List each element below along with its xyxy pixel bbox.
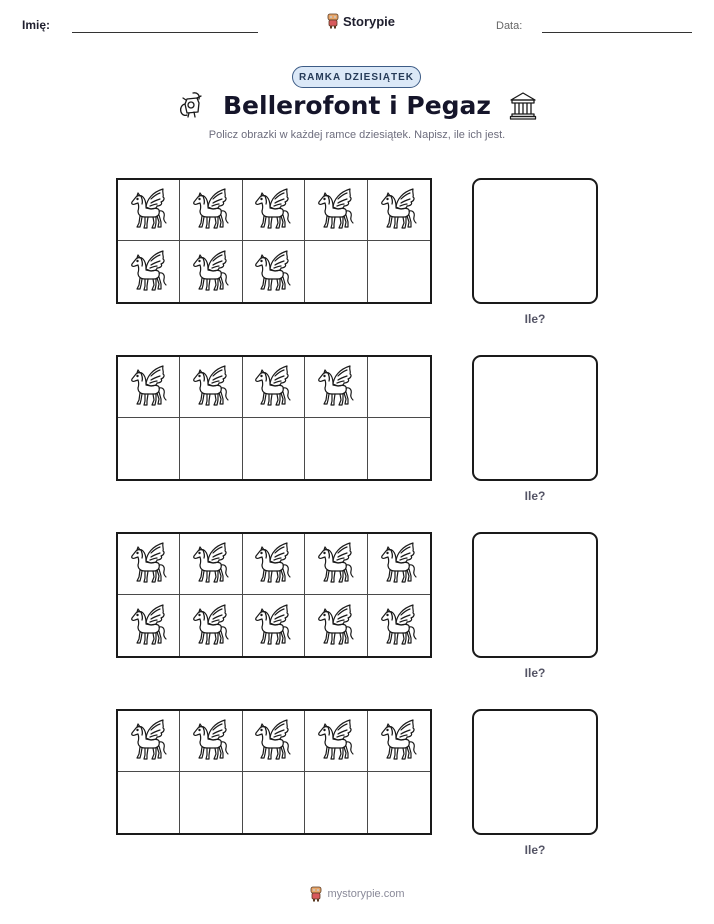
frame-cell	[243, 772, 305, 833]
frame-cell	[180, 180, 242, 241]
pegasus-icon	[251, 364, 295, 410]
frame-cell	[180, 418, 242, 479]
footer	[0, 886, 714, 902]
worksheet-type-badge: RAMKA DZIESIĄTEK	[292, 66, 421, 88]
frame-cell	[180, 711, 242, 772]
mascot-icon	[326, 13, 340, 29]
pegasus-icon	[251, 603, 295, 649]
bridle-icon	[177, 90, 205, 120]
pegasus-icon	[127, 603, 171, 649]
pegasus-icon	[127, 541, 171, 587]
pegasus-icon	[377, 187, 421, 233]
frame-cell	[305, 772, 367, 833]
frame-cell	[243, 534, 305, 595]
pegasus-icon	[251, 249, 295, 295]
pegasus-icon	[314, 718, 358, 764]
pegasus-icon	[314, 187, 358, 233]
answer-label-4: Ile?	[524, 843, 546, 857]
date-write-line[interactable]	[542, 32, 692, 33]
worksheet-title: Bellerofont i Pegaz	[223, 90, 491, 120]
pegasus-icon	[377, 541, 421, 587]
frame-cell	[243, 595, 305, 656]
brand-name: Storypie	[343, 13, 396, 29]
pegasus-icon	[189, 187, 233, 233]
answer-label-1: Ile?	[524, 312, 546, 326]
answer-box-4[interactable]	[472, 709, 598, 835]
frame-cell	[305, 418, 367, 479]
frame-cell	[243, 180, 305, 241]
answer-box-2[interactable]	[472, 355, 598, 481]
frame-cell	[305, 711, 367, 772]
frame-cell	[305, 357, 367, 418]
pegasus-icon	[251, 187, 295, 233]
pegasus-icon	[189, 364, 233, 410]
frame-cell	[305, 180, 367, 241]
pegasus-icon	[377, 603, 421, 649]
frame-cell	[118, 357, 180, 418]
answer-box-1[interactable]	[472, 178, 598, 304]
pegasus-icon	[251, 541, 295, 587]
frame-cell	[305, 241, 367, 302]
pegasus-icon	[314, 541, 358, 587]
date-label: Data:	[496, 20, 523, 32]
frame-cell	[243, 357, 305, 418]
frame-cell	[180, 534, 242, 595]
pegasus-icon	[377, 718, 421, 764]
frame-cell	[180, 772, 242, 833]
title-row	[0, 90, 714, 120]
pegasus-icon	[127, 364, 171, 410]
pegasus-icon	[189, 249, 233, 295]
frame-cell	[368, 357, 430, 418]
pegasus-icon	[314, 364, 358, 410]
frame-cell	[368, 418, 430, 479]
frame-cell	[180, 357, 242, 418]
frame-cell	[243, 711, 305, 772]
frame-cell	[243, 418, 305, 479]
pegasus-icon	[127, 718, 171, 764]
frame-cell	[118, 180, 180, 241]
frame-cell	[180, 595, 242, 656]
pegasus-icon	[189, 718, 233, 764]
frame-cell	[368, 180, 430, 241]
frame-cell	[118, 711, 180, 772]
pegasus-icon	[127, 249, 171, 295]
frame-cell	[368, 595, 430, 656]
answer-box-3[interactable]	[472, 532, 598, 658]
frame-cell	[368, 241, 430, 302]
frame-cell	[118, 595, 180, 656]
name-write-line[interactable]	[72, 32, 258, 33]
ten-frame-3	[116, 532, 432, 658]
frame-cell	[305, 534, 367, 595]
frame-cell	[118, 418, 180, 479]
brand-logo	[326, 13, 395, 29]
ten-frame-1	[116, 178, 432, 304]
pegasus-icon	[127, 187, 171, 233]
frame-cell	[118, 772, 180, 833]
pegasus-icon	[189, 603, 233, 649]
frame-cell	[368, 711, 430, 772]
answer-label-2: Ile?	[524, 489, 546, 503]
instructions-text: Policz obrazki w każdej ramce dziesiątek. Napisz, ile ich jest.	[208, 129, 506, 141]
ten-frame-2	[116, 355, 432, 481]
pegasus-icon	[251, 718, 295, 764]
mascot-icon	[309, 886, 323, 902]
frame-cell	[180, 241, 242, 302]
frame-cell	[368, 772, 430, 833]
ten-frame-4	[116, 709, 432, 835]
name-label: Imię:	[22, 18, 51, 32]
frame-cell	[368, 534, 430, 595]
frame-cell	[305, 595, 367, 656]
frame-cell	[118, 534, 180, 595]
greek-temple-icon	[509, 90, 537, 120]
pegasus-icon	[314, 603, 358, 649]
pegasus-icon	[189, 541, 233, 587]
footer-url: mystorypie.com	[327, 888, 405, 900]
frame-cell	[118, 241, 180, 302]
frame-cell	[243, 241, 305, 302]
answer-label-3: Ile?	[524, 666, 546, 680]
